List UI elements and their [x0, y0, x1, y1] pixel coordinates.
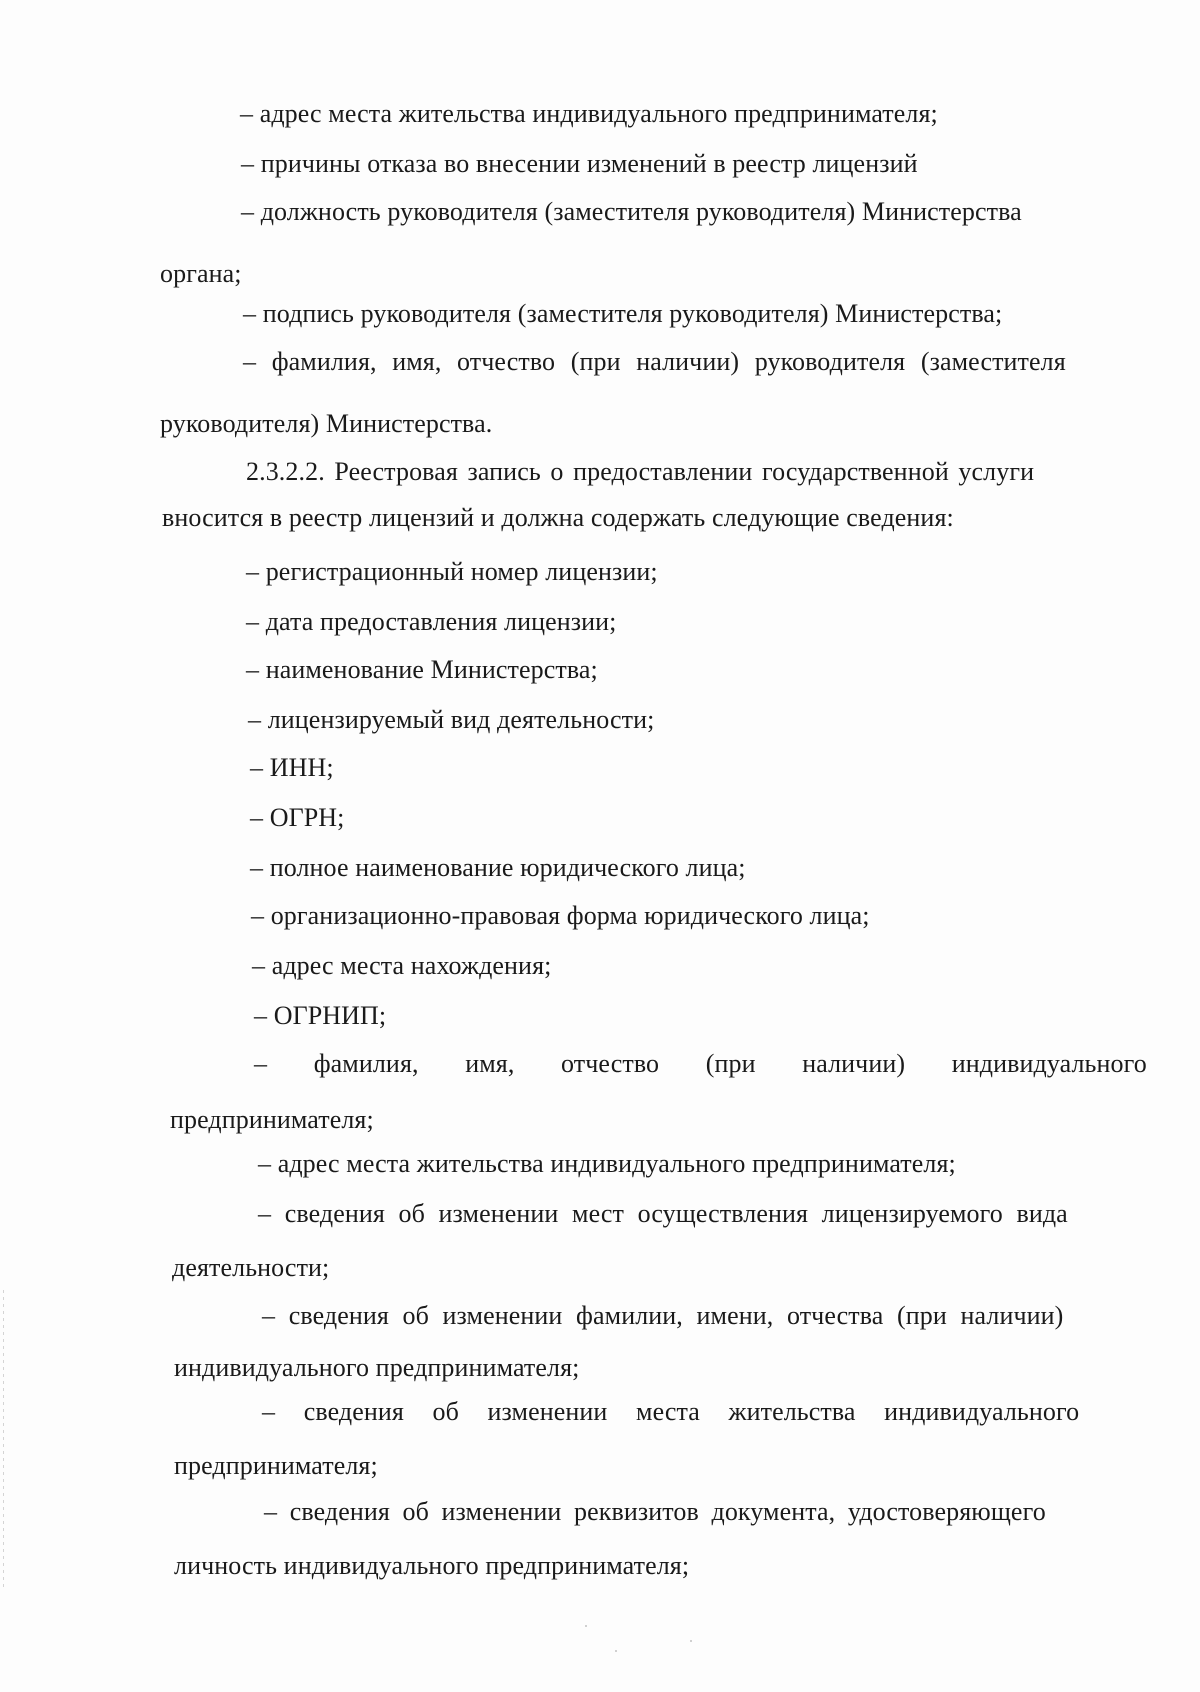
text-line: личность индивидуального предпринимателя; [174, 1551, 690, 1580]
text-line: – лицензируемый вид деятельности; [248, 705, 655, 734]
text-line: – адрес места жительства индивидуального предпринимателя; [240, 99, 938, 128]
text-line: – ОГРН; [250, 803, 345, 832]
text-line: – сведения об изменении фамилии, имени, отчества (при наличии) [262, 1301, 1064, 1330]
scan-edge-artifact [3, 1290, 4, 1590]
text-line: – адрес места жительства индивидуального предпринимателя; [258, 1149, 956, 1178]
text-line: 2.3.2.2. Реестровая запись о предоставлении государственной услуги [246, 457, 1035, 486]
text-line: вносится в реестр лицензий и должна содержать следующие сведения: [162, 503, 954, 532]
text-line: предпринимателя; [170, 1105, 374, 1134]
text-line: органа; [160, 259, 242, 288]
justified-line-text: – должность руководителя (заместителя руководителя) Министерства [241, 197, 1022, 226]
scan-speck [615, 1650, 617, 1652]
text-line: – причины отказа во внесении изменений в реестр лицензий [241, 149, 918, 178]
text-line: – ИНН; [250, 753, 334, 782]
text-line: – сведения об изменении места жительства индивидуального [262, 1397, 1080, 1426]
text-line: – сведения об изменении мест осуществления лицензируемого вида [258, 1199, 1068, 1228]
text-line: руководителя) Министерства. [160, 409, 493, 438]
text-line: деятельности; [172, 1253, 330, 1282]
text-line: – дата предоставления лицензии; [246, 607, 617, 636]
text-line: – организационно-правовая форма юридического лица; [251, 901, 870, 930]
text-line: предпринимателя; [174, 1451, 378, 1480]
text-line: – адрес места нахождения; [252, 951, 552, 980]
text-line: – сведения об изменении реквизитов документа, удостоверяющего [264, 1497, 1046, 1526]
text-line: – фамилия, имя, отчество (при наличии) руководителя (заместителя [243, 347, 1066, 376]
text-line: – подпись руководителя (заместителя руководителя) Министерства; [243, 299, 1003, 328]
text-line: – полное наименование юридического лица; [250, 853, 746, 882]
text-line: – ОГРНИП; [254, 1001, 387, 1030]
text-line: – регистрационный номер лицензии; [246, 557, 658, 586]
scan-speck [585, 1625, 587, 1627]
text-line: – наименование Министерства; [246, 655, 598, 684]
text-line [241, 196, 1126, 228]
text-line: индивидуального предпринимателя; [174, 1353, 580, 1382]
text-line: – фамилия, имя, отчество (при наличии) индивидуального [254, 1049, 1147, 1078]
scan-speck [690, 1640, 692, 1642]
